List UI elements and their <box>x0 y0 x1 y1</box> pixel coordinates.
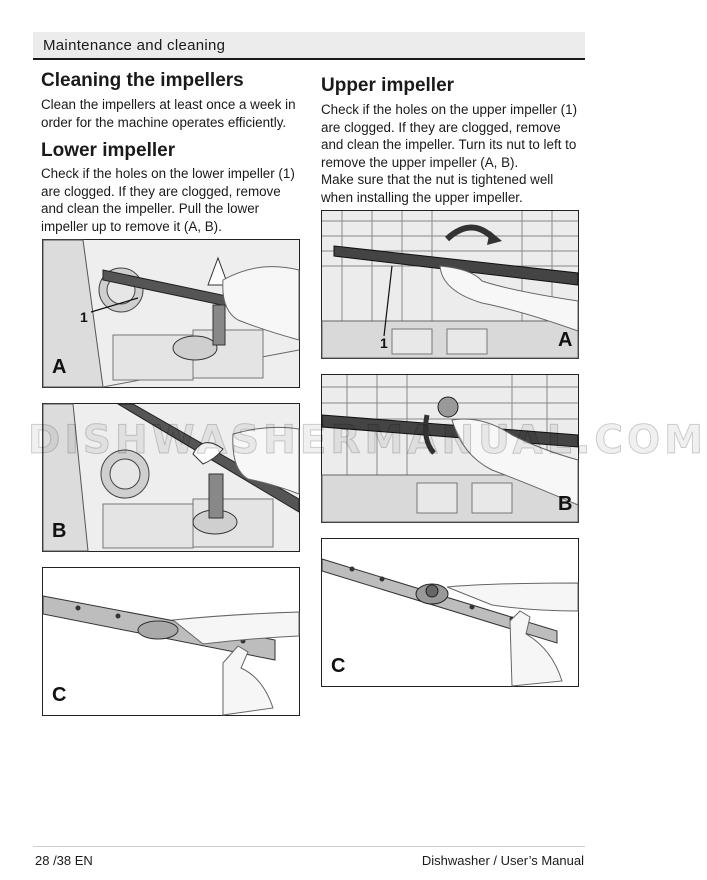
lower-impeller-figure-a <box>42 239 300 388</box>
upper-impeller-note: Make sure that the nut is tightened well when installing the upper impeller. <box>321 172 554 205</box>
lower-impeller-figure-c <box>42 567 300 716</box>
upper-impeller-removal-illustration-a <box>322 211 578 358</box>
lower-impeller-removal-illustration-b <box>43 404 299 551</box>
figure-label-b: B <box>52 520 67 542</box>
figure-label-b: B <box>558 493 573 515</box>
section-header <box>33 32 585 60</box>
lower-impeller-heading: Lower impeller <box>41 140 176 161</box>
document-title: Dishwasher / User’s Manual <box>421 853 584 868</box>
figure-label-a: A <box>52 356 67 378</box>
lower-impeller-figure-b <box>42 403 300 552</box>
cleaning-impellers-heading: Cleaning the impellers <box>41 70 244 91</box>
figure-label-c: C <box>331 655 346 677</box>
upper-impeller-cleaning-illustration <box>322 539 578 686</box>
figure-label-c: C <box>52 684 67 706</box>
footer-divider <box>33 846 585 847</box>
upper-impeller-figure-a <box>321 210 579 359</box>
upper-impeller-callout-1: 1 <box>380 335 388 351</box>
figure-label-a: A <box>558 329 573 351</box>
upper-impeller-figure-b <box>321 374 579 523</box>
intro-paragraph: Clean the impellers at least once a week in order for the machine operates efficiently. <box>41 97 296 130</box>
lower-impeller-cleaning-illustration <box>43 568 299 715</box>
impeller-callout-1: 1 <box>80 309 88 325</box>
page-number: 28 /38 EN <box>35 853 93 868</box>
upper-impeller-removal-illustration-b <box>322 375 578 522</box>
upper-impeller-figure-c <box>321 538 579 687</box>
upper-impeller-paragraph: Check if the holes on the upper impeller (1) are clogged. If they are clogged, remove and clean the impeller. Turn its nut to left to remove the upper impeller (A, B). <box>321 102 578 170</box>
section-title: Maintenance and cleaning <box>43 37 226 54</box>
upper-impeller-heading: Upper impeller <box>321 75 455 96</box>
lower-impeller-paragraph: Check if the holes on the lower impeller (1) are clogged. If they are clogged, remove and clean the impeller. Pull the lower impeller up to remove it (A, B). <box>41 166 295 234</box>
